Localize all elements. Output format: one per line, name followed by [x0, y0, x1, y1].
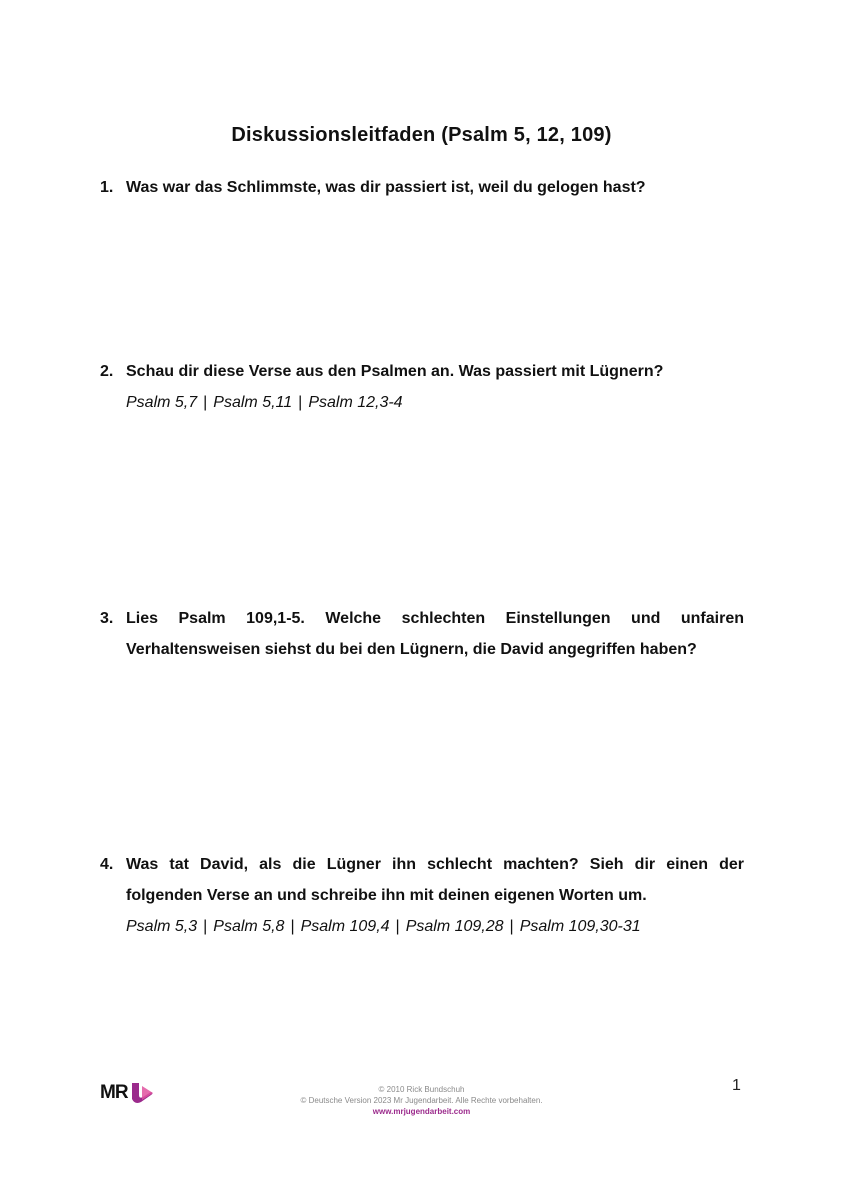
- verse-ref: Psalm 5,8: [213, 918, 285, 935]
- verse-ref: Psalm 5,7: [126, 394, 198, 411]
- copyright-german: © Deutsche Version 2023 Mr Jugendarbeit. Alle Rechte vorbehalten.: [300, 1096, 543, 1105]
- copyright-block: [0, 1084, 843, 1117]
- verse-references: [126, 911, 744, 942]
- verse-ref: Psalm 109,28: [405, 918, 504, 935]
- question-4: [100, 849, 744, 942]
- question-number: 2.: [100, 363, 114, 380]
- question-number: 3.: [100, 610, 114, 627]
- question-number: 1.: [100, 179, 114, 196]
- ref-separator: |: [395, 918, 400, 935]
- question-2: [100, 356, 744, 418]
- ref-separator: |: [290, 918, 295, 935]
- question-3: [100, 603, 744, 665]
- question-1: [100, 172, 744, 203]
- verse-ref: Psalm 109,4: [300, 918, 390, 935]
- page-number: 1: [732, 1077, 741, 1094]
- verse-ref: Psalm 5,3: [126, 918, 198, 935]
- website-link[interactable]: www.mrjugendarbeit.com: [372, 1107, 471, 1116]
- question-text: Was war das Schlimmste, was dir passiert ist, weil du gelogen hast?: [126, 179, 646, 196]
- verse-ref: Psalm 12,3-4: [308, 394, 403, 411]
- verse-references: [126, 387, 744, 418]
- question-text: Schau dir diese Verse aus den Psalmen an. Was passiert mit Lügnern?: [126, 363, 664, 380]
- ref-separator: |: [203, 918, 208, 935]
- page-title: Diskussionsleitfaden (Psalm 5, 12, 109): [231, 124, 612, 146]
- question-number: 4.: [100, 856, 114, 873]
- ref-separator: |: [203, 394, 208, 411]
- ref-separator: |: [298, 394, 303, 411]
- verse-ref: Psalm 5,11: [213, 394, 293, 411]
- question-text: Was tat David, als die Lügner ihn schlecht machten? Sieh dir einen der folgenden Verse an und schreibe ihn mit deinen eigenen Worten um.: [126, 856, 744, 904]
- verse-ref: Psalm 109,30-31: [519, 918, 641, 935]
- copyright-original: © 2010 Rick Bundschuh: [378, 1085, 465, 1094]
- logo-text: MR: [100, 1082, 128, 1103]
- question-text: Lies Psalm 109,1-5. Welche schlechten Einstellungen und unfairen Verhaltensweisen siehst du bei den Lügnern, die David angegriffen haben?: [126, 610, 744, 658]
- ref-separator: |: [509, 918, 514, 935]
